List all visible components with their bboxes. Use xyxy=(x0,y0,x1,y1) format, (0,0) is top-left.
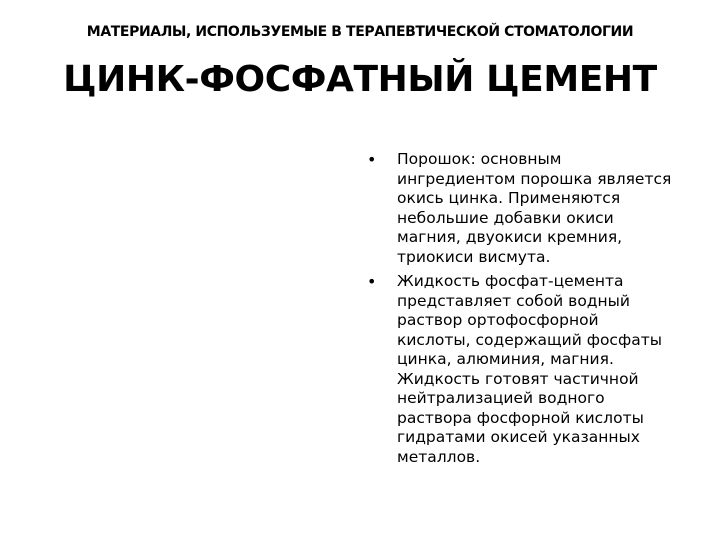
bullet-item-powder xyxy=(367,150,712,267)
bullet-text-line: окись цинка. Применяются xyxy=(397,189,621,207)
bullet-text-line: представляет собой водный xyxy=(397,291,630,310)
bullet-text-line: Порошок: основным xyxy=(397,150,562,168)
bullet-text-line: цинка, алюминия, магния. xyxy=(397,350,614,368)
bullet-text-line: нейтрализацией водного xyxy=(397,389,605,407)
bullet-list xyxy=(367,150,712,472)
bullet-text-line: гидратами окисей указанных xyxy=(397,428,640,446)
bullet-text-line: кислоты, содержащий фосфаты xyxy=(397,330,662,349)
bullet-text-line: триокиси висмута. xyxy=(397,247,551,266)
bullet-text-line: Жидкость фосфат-цемента xyxy=(397,272,624,290)
bullet-text-line: раствора фосфорной кислоты xyxy=(397,408,644,427)
slide-subtitle: МАТЕРИАЛЫ, ИСПОЛЬЗУЕМЫЕ В ТЕРАПЕВТИЧЕСКОЙ СТОМАТОЛОГИИ xyxy=(86,24,634,40)
bullet-text-line: ингредиентом порошка является xyxy=(397,169,672,188)
bullet-text-line: металлов. xyxy=(397,447,481,466)
bullet-item-liquid xyxy=(367,272,712,467)
bullet-text-line: Жидкость готовят частичной xyxy=(397,369,639,388)
bullet-text-line: магния, двуокиси кремния, xyxy=(397,228,623,246)
bullet-text-line: небольшие добавки окиси xyxy=(397,208,614,227)
bullet-icon: • xyxy=(367,272,377,291)
bullet-icon: • xyxy=(367,150,377,169)
bullet-text-line: раствор ортофосфорной xyxy=(397,311,599,329)
slide-title: ЦИНК-ФОСФАТНЫЙ ЦЕМЕНТ xyxy=(63,59,657,100)
